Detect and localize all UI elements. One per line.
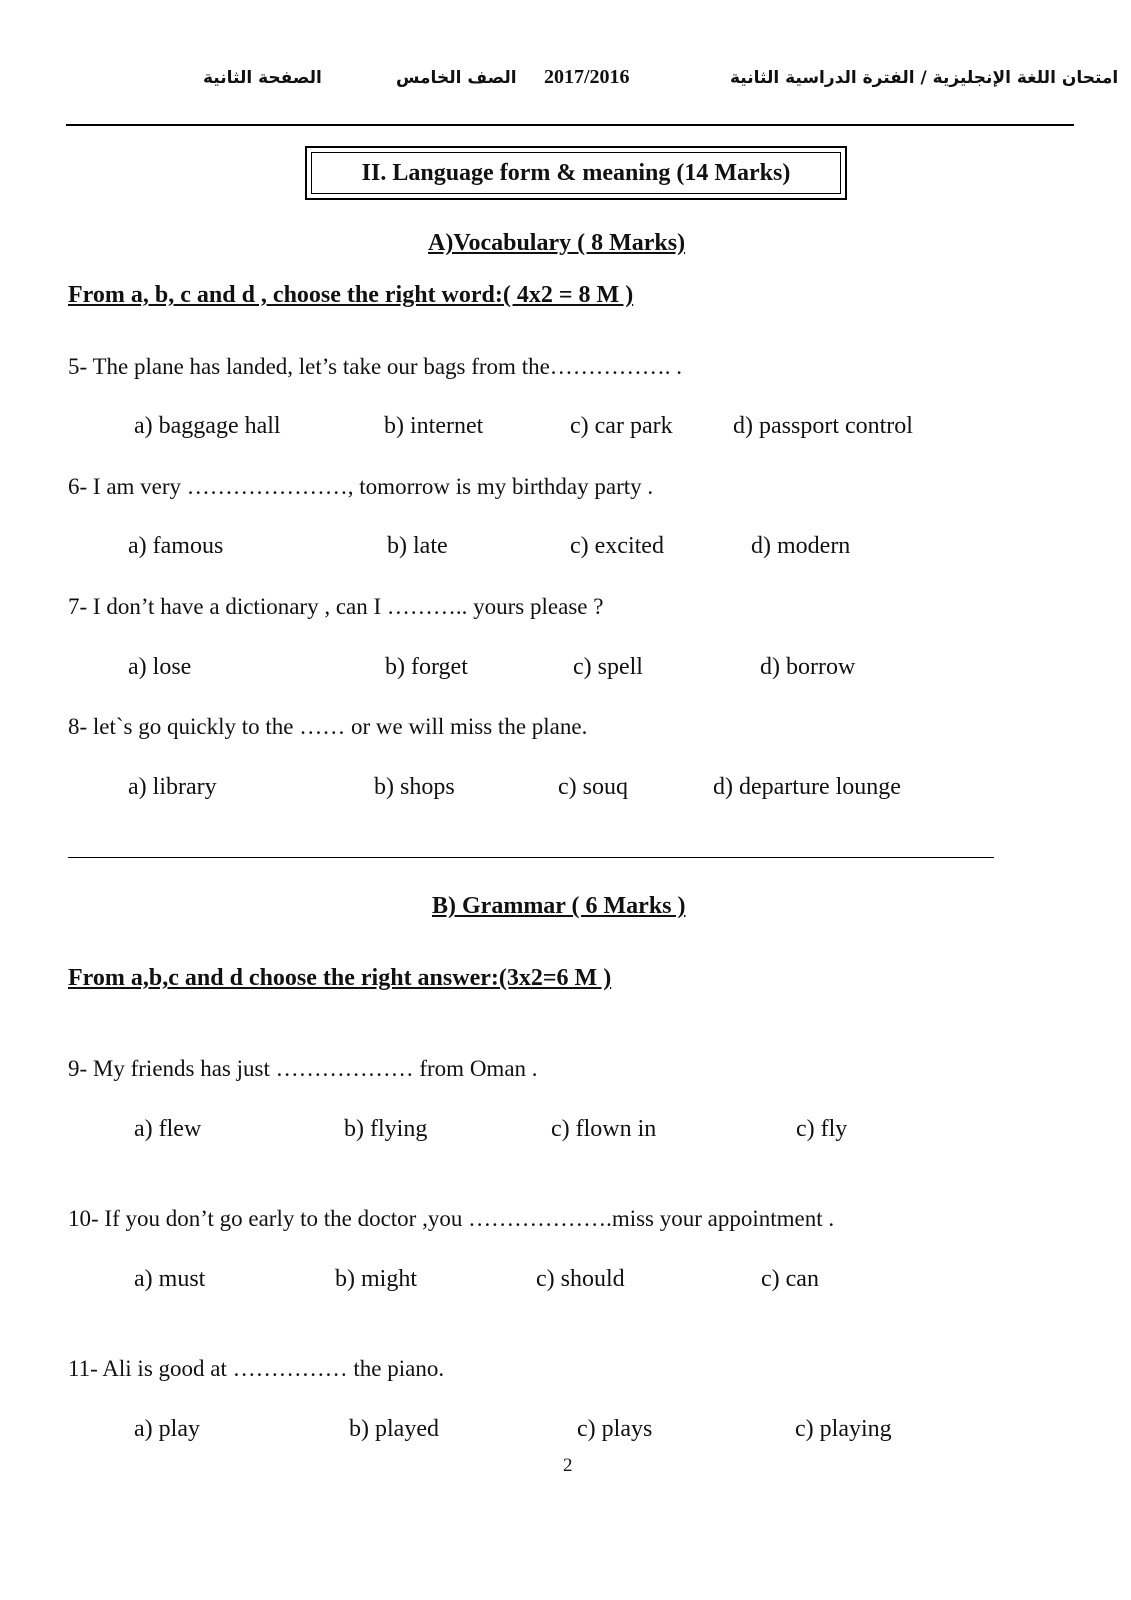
q6-option-a: a) famous bbox=[128, 533, 224, 559]
q11-option-b: b) played bbox=[349, 1416, 439, 1442]
q5-option-a: a) baggage hall bbox=[134, 413, 281, 439]
q11-option-c: c) plays bbox=[577, 1416, 653, 1442]
q9-option-b: b) flying bbox=[344, 1116, 428, 1142]
q8-option-a: a) library bbox=[128, 774, 217, 800]
q5-option-d: d) passport control bbox=[733, 413, 913, 439]
exam-title: امتحان اللغة الإنجليزية / الفترة الدراسية الثانية bbox=[730, 68, 1119, 88]
q10-option-c: c) should bbox=[536, 1266, 625, 1292]
q5-option-c: c) car park bbox=[570, 413, 673, 439]
exam-year: 2017/2016 bbox=[544, 66, 630, 88]
q8-option-d: d) departure lounge bbox=[713, 774, 901, 800]
section-title: II. Language form & meaning (14 Marks) bbox=[311, 152, 841, 194]
q6-option-b: b) late bbox=[387, 533, 448, 559]
q9-option-a: a) flew bbox=[134, 1116, 202, 1142]
question-11: 11- Ali is good at …………… the piano. bbox=[68, 1356, 445, 1381]
grammar-instruction: From a,b,c and d choose the right answer:(3x2=6 M ) bbox=[68, 965, 612, 991]
header-divider bbox=[66, 124, 1074, 126]
q9-option-c: c) flown in bbox=[551, 1116, 657, 1142]
q6-option-d: d) modern bbox=[751, 533, 851, 559]
question-8: 8- let`s go quickly to the …… or we will miss the plane. bbox=[68, 714, 588, 739]
q8-option-c: c) souq bbox=[558, 774, 628, 800]
q10-option-d: c) can bbox=[761, 1266, 819, 1292]
question-10: 10- If you don’t go early to the doctor ,you ……………….miss your appointment . bbox=[68, 1206, 835, 1231]
vocabulary-heading: A)Vocabulary ( 8 Marks) bbox=[428, 230, 686, 256]
section-title-box bbox=[305, 146, 847, 200]
q9-option-d: c) fly bbox=[796, 1116, 848, 1142]
question-7: 7- I don’t have a dictionary , can I ……….. yours please ? bbox=[68, 594, 604, 619]
grammar-heading: B) Grammar ( 6 Marks ) bbox=[432, 893, 686, 919]
q11-option-a: a) play bbox=[134, 1416, 200, 1442]
question-9: 9- My friends has just ……………… from Oman . bbox=[68, 1056, 538, 1081]
q5-option-b: b) internet bbox=[384, 413, 484, 439]
q7-option-a: a) lose bbox=[128, 654, 192, 680]
q11-option-d: c) playing bbox=[795, 1416, 892, 1442]
page-label: الصفحة الثانية bbox=[203, 68, 322, 88]
q6-option-c: c) excited bbox=[570, 533, 664, 559]
q7-option-d: d) borrow bbox=[760, 654, 856, 680]
question-5: 5- The plane has landed, let’s take our bags from the……………. . bbox=[68, 354, 683, 379]
q10-option-a: a) must bbox=[134, 1266, 206, 1292]
question-6: 6- I am very …………………, tomorrow is my birthday party . bbox=[68, 474, 654, 499]
q7-option-c: c) spell bbox=[573, 654, 643, 680]
q8-option-b: b) shops bbox=[374, 774, 455, 800]
page-number: 2 bbox=[563, 1455, 573, 1476]
vocabulary-instruction: From a, b, c and d , choose the right word:( 4x2 = 8 M ) bbox=[68, 282, 634, 308]
grade-label: الصف الخامس bbox=[396, 68, 517, 88]
q7-option-b: b) forget bbox=[385, 654, 468, 680]
q10-option-b: b) might bbox=[335, 1266, 417, 1292]
section-separator bbox=[68, 857, 994, 858]
